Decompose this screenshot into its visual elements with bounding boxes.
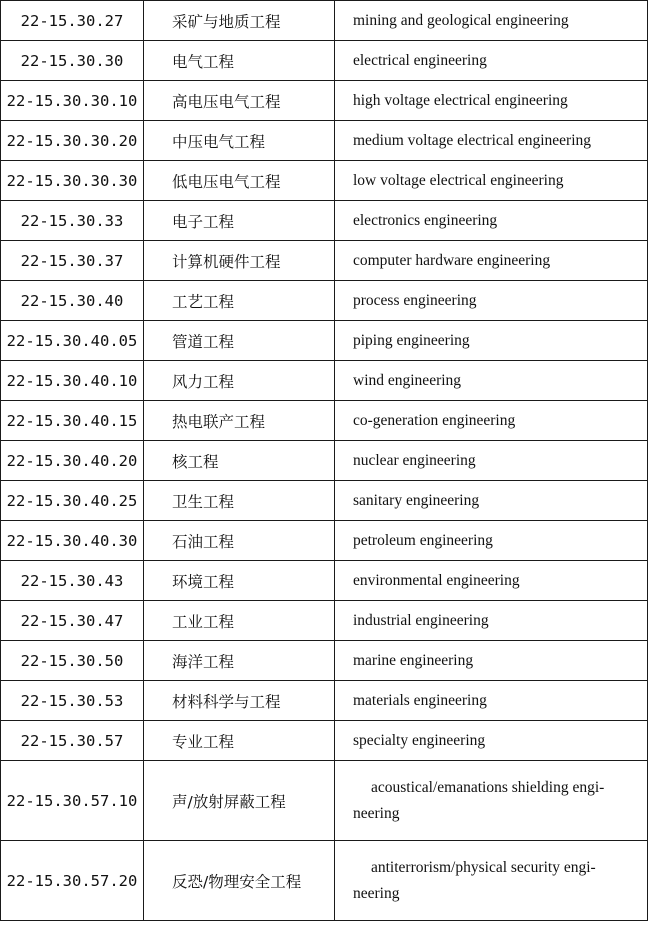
english-term-cell: electrical engineering — [335, 41, 648, 81]
code-cell: 22-15.30.30.30 — [1, 161, 144, 201]
chinese-term-cell: 核工程 — [144, 441, 335, 481]
chinese-term-cell: 管道工程 — [144, 321, 335, 361]
code-cell: 22-15.30.40 — [1, 281, 144, 321]
chinese-term-cell: 环境工程 — [144, 561, 335, 601]
chinese-term-cell: 高电压电气工程 — [144, 81, 335, 121]
code-cell: 22-15.30.40.30 — [1, 521, 144, 561]
code-cell: 22-15.30.37 — [1, 241, 144, 281]
english-term-cell: electronics engineering — [335, 201, 648, 241]
english-term-cell: materials engineering — [335, 681, 648, 721]
english-term-cell: process engineering — [335, 281, 648, 321]
english-term-cell: specialty engineering — [335, 721, 648, 761]
english-term-cell: wind engineering — [335, 361, 648, 401]
english-term-cell: mining and geological engineering — [335, 1, 648, 41]
table-row — [1, 761, 648, 841]
code-cell: 22-15.30.40.10 — [1, 361, 144, 401]
code-cell: 22-15.30.33 — [1, 201, 144, 241]
chinese-term-cell: 采矿与地质工程 — [144, 1, 335, 41]
table-row — [1, 401, 648, 441]
english-term-cell — [335, 761, 648, 841]
english-term-cell: environmental engineering — [335, 561, 648, 601]
chinese-term-cell: 石油工程 — [144, 521, 335, 561]
chinese-term-cell: 电气工程 — [144, 41, 335, 81]
chinese-term-cell: 海洋工程 — [144, 641, 335, 681]
table-row — [1, 201, 648, 241]
chinese-term-cell: 反恐/物理安全工程 — [144, 841, 335, 921]
english-term-cell: industrial engineering — [335, 601, 648, 641]
chinese-term-cell: 声/放射屏蔽工程 — [144, 761, 335, 841]
code-cell: 22-15.30.53 — [1, 681, 144, 721]
table-row — [1, 601, 648, 641]
table-row — [1, 641, 648, 681]
table-row — [1, 441, 648, 481]
table-row — [1, 841, 648, 921]
chinese-term-cell: 专业工程 — [144, 721, 335, 761]
code-cell: 22-15.30.57.10 — [1, 761, 144, 841]
table-row — [1, 281, 648, 321]
code-cell: 22-15.30.30 — [1, 41, 144, 81]
code-cell: 22-15.30.30.10 — [1, 81, 144, 121]
chinese-term-cell: 工业工程 — [144, 601, 335, 641]
table-row — [1, 721, 648, 761]
table-row — [1, 361, 648, 401]
code-cell: 22-15.30.30.20 — [1, 121, 144, 161]
english-term-cell: piping engineering — [335, 321, 648, 361]
code-cell: 22-15.30.27 — [1, 1, 144, 41]
code-cell: 22-15.30.57 — [1, 721, 144, 761]
table-row — [1, 81, 648, 121]
code-cell: 22-15.30.40.20 — [1, 441, 144, 481]
chinese-term-cell: 计算机硬件工程 — [144, 241, 335, 281]
code-cell: 22-15.30.43 — [1, 561, 144, 601]
chinese-term-cell: 低电压电气工程 — [144, 161, 335, 201]
english-term-cell: medium voltage electrical engineering — [335, 121, 648, 161]
english-term-cell: low voltage electrical engineering — [335, 161, 648, 201]
table-row — [1, 681, 648, 721]
english-term-continuation: neering — [353, 804, 400, 822]
chinese-term-cell: 工艺工程 — [144, 281, 335, 321]
table-row — [1, 481, 648, 521]
table-row — [1, 1, 648, 41]
code-cell: 22-15.30.40.15 — [1, 401, 144, 441]
code-cell: 22-15.30.40.25 — [1, 481, 144, 521]
chinese-term-cell: 风力工程 — [144, 361, 335, 401]
chinese-term-cell: 卫生工程 — [144, 481, 335, 521]
code-cell: 22-15.30.47 — [1, 601, 144, 641]
english-term-cell: computer hardware engineering — [335, 241, 648, 281]
english-term-line: antiterrorism/physical security engi- — [371, 858, 596, 876]
table-row — [1, 41, 648, 81]
chinese-term-cell: 材料科学与工程 — [144, 681, 335, 721]
english-term-line: acoustical/emanations shielding engi- — [371, 778, 605, 796]
english-term-cell: sanitary engineering — [335, 481, 648, 521]
chinese-term-cell: 电子工程 — [144, 201, 335, 241]
chinese-term-cell: 中压电气工程 — [144, 121, 335, 161]
english-term-cell: petroleum engineering — [335, 521, 648, 561]
table-row — [1, 321, 648, 361]
english-term-continuation: neering — [353, 884, 400, 902]
table-row — [1, 521, 648, 561]
table-row — [1, 561, 648, 601]
chinese-term-cell: 热电联产工程 — [144, 401, 335, 441]
english-term-cell: nuclear engineering — [335, 441, 648, 481]
english-term-cell: high voltage electrical engineering — [335, 81, 648, 121]
table-row — [1, 161, 648, 201]
english-term-cell: co-generation engineering — [335, 401, 648, 441]
table-row — [1, 241, 648, 281]
code-cell: 22-15.30.50 — [1, 641, 144, 681]
english-term-cell — [335, 841, 648, 921]
english-term-cell: marine engineering — [335, 641, 648, 681]
code-cell: 22-15.30.40.05 — [1, 321, 144, 361]
code-cell: 22-15.30.57.20 — [1, 841, 144, 921]
table-row — [1, 121, 648, 161]
